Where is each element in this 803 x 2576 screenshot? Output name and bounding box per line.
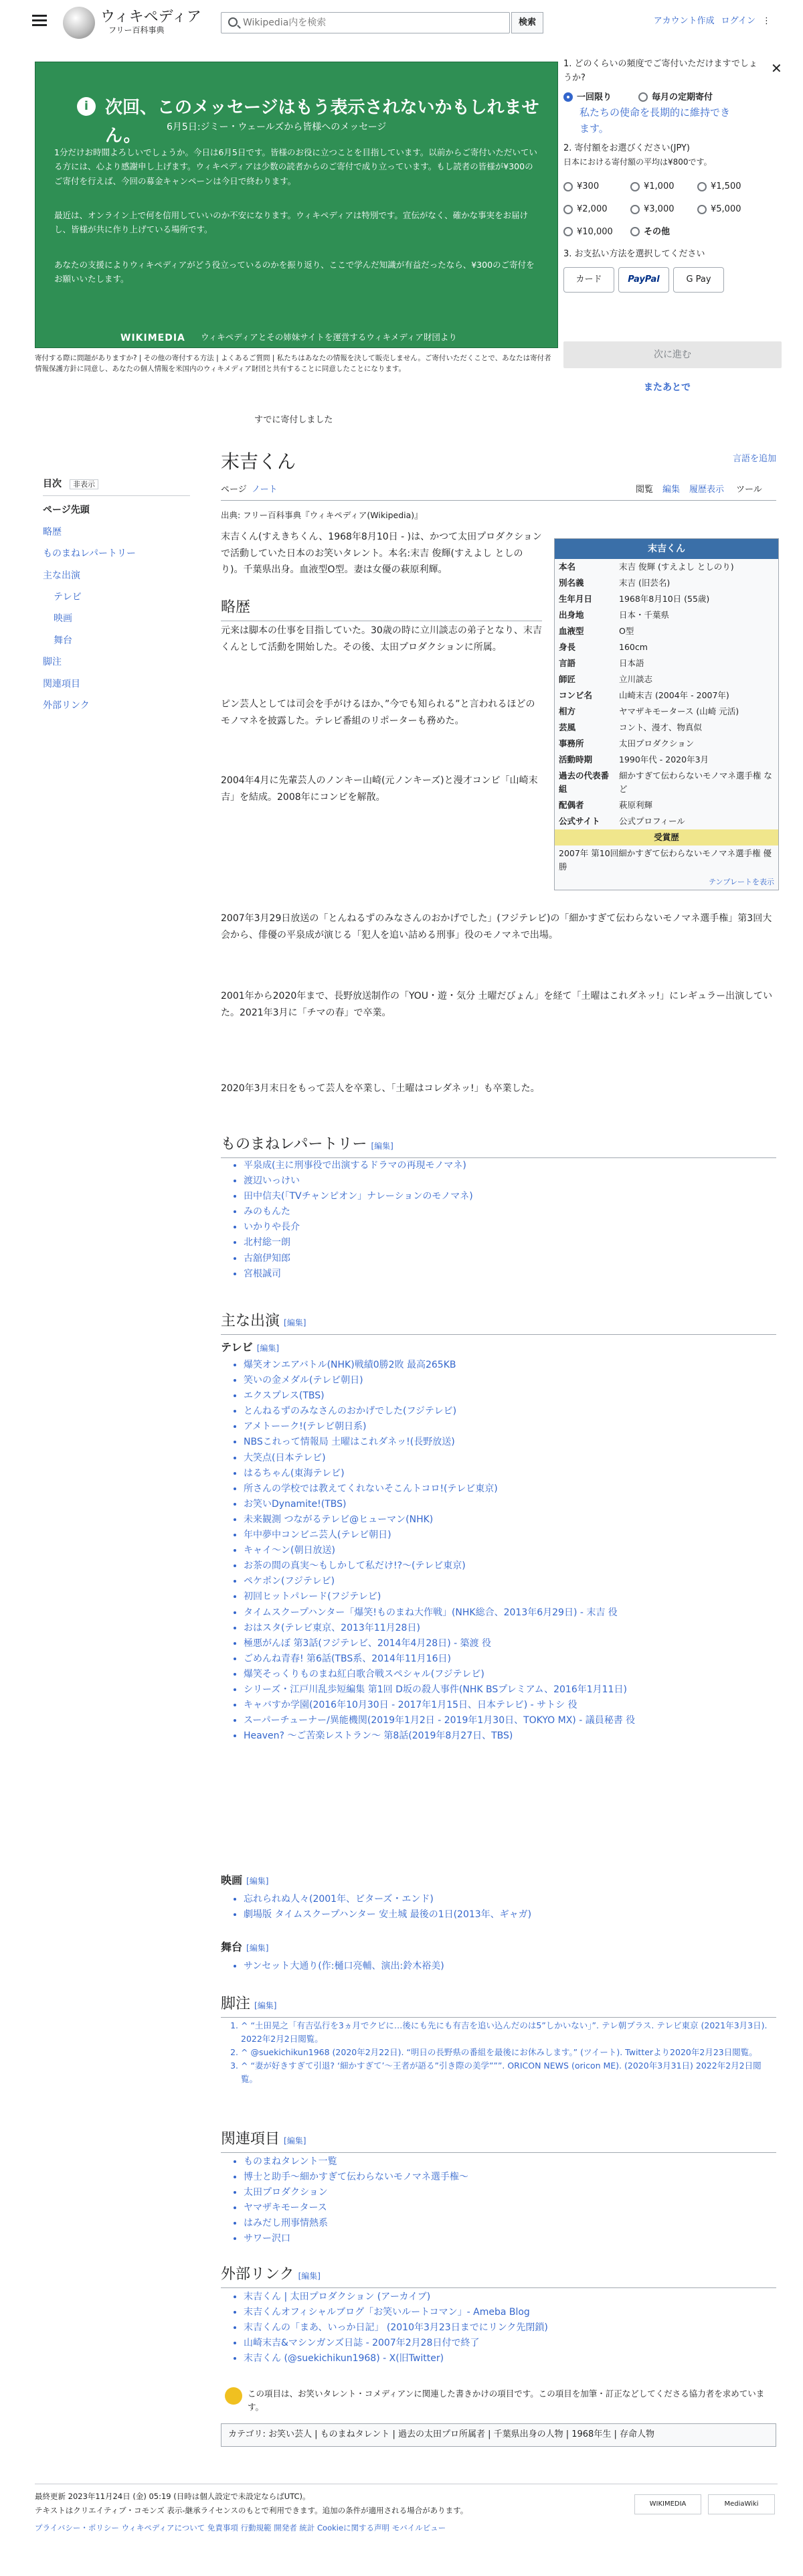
external-links-list	[228, 2289, 763, 2366]
infobox-label: 配偶者	[559, 800, 584, 811]
edit-link[interactable]: [編集]	[246, 1943, 269, 1953]
monthly-note: 私たちの使命を長期的に維持できます。	[579, 106, 731, 135]
infobox-row	[555, 655, 778, 671]
infobox-value: O型	[619, 626, 634, 637]
related-list	[228, 2154, 763, 2247]
info-icon: i	[77, 97, 96, 116]
list-item[interactable]: • 初回ヒットパレード(フジテレビ)	[244, 1589, 763, 1605]
amount-option[interactable]: ¥2,000	[563, 198, 630, 221]
list-item[interactable]: • ペケポン(フジテレビ)	[244, 1574, 763, 1589]
edit-link[interactable]: [編集]	[284, 2136, 306, 2146]
list-item[interactable]: • Heaven? 〜ご苦楽レストラン〜 第8話(2019年8月27日、TBS)	[244, 1728, 763, 1744]
infobox-value: 1968年8月10日 (55歳)	[619, 594, 710, 605]
infobox-label: 師匠	[559, 674, 576, 685]
infobox-value: 山崎末吉 (2004年 - 2007年)	[619, 690, 729, 701]
list-item[interactable]: • キャバすか学園(2016年10月30日 - 2017年1月15日、日本テレビ) - サトシ 役	[244, 1698, 763, 1713]
list-item[interactable]: • NBSこれって情報局 土曜はこれダネッ!(長野放送)	[244, 1435, 763, 1450]
section-heading: 外部リンク	[221, 2266, 294, 2283]
list-item[interactable]: • 古舘伊知郎	[244, 1251, 763, 1267]
infobox-title: 末吉くん	[555, 539, 778, 559]
infobox-label: 別名義	[559, 578, 584, 588]
list-item[interactable]: • みのもんた	[244, 1204, 763, 1220]
language-button[interactable]: 言語を追加	[732, 454, 776, 464]
toc-item[interactable]: 関連項目	[43, 678, 80, 690]
list-item[interactable]: • ヤマザキモータース	[244, 2200, 763, 2216]
banner-paragraph: 1分だけお時間よろしいでしょうか。今日は6月5日です。皆様のお役に立つことを目指しています。以前からご寄付いただいている方には、心より感謝申し上げます。ウィキペディアは少数の読者からのご寄付で成り立っています。もし読者の皆様が¥300のご寄付を行えば、今回の募金キャンペーンは今日で終わります。	[54, 147, 537, 186]
infobox-label: 相方	[559, 706, 576, 717]
search-button[interactable]: 検索	[511, 12, 543, 33]
list-item[interactable]: • はるちゃん(東海テレビ)	[244, 1466, 763, 1481]
search-box[interactable]	[221, 12, 510, 33]
tab-tools[interactable]: ツール	[736, 485, 762, 495]
bio-paragraph: 2007年3月29日放送の「とんねるずのみなさんのおかげでした」(フジテレビ)の「細かすぎて伝わらないモノマネ選手権」第3回大会から、俳優の平泉成が演じる「犯人を追い詰める刑事」役のモノマネで出場。	[221, 913, 772, 941]
infobox-label: 活動時期	[559, 754, 593, 765]
section-heading: 関連項目	[221, 2131, 280, 2148]
list-item[interactable]: • いかりや長介	[244, 1220, 763, 1235]
continue-button[interactable]: 次に進む	[563, 341, 782, 368]
list-item[interactable]: • 太田プロダクション	[244, 2185, 763, 2200]
infobox-value: 公式プロフィール	[619, 816, 685, 827]
amount-question: 2. 寄付額をお選びください(JPY)	[563, 143, 691, 154]
toc-item[interactable]: ものまねレパートリー	[43, 548, 137, 560]
infobox-row	[555, 797, 778, 813]
infobox-row	[555, 720, 778, 736]
tab-history[interactable]: 履歴表示	[689, 485, 725, 495]
stub-notice: この項目は、お笑いタレント・コメディアンに関連した書きかけの項目です。この項目を加筆・訂正などしてくださる協力者を求めています。	[221, 2387, 776, 2414]
subsection-heading: 映画	[221, 1874, 243, 1886]
edit-link[interactable]: [編集]	[371, 1141, 393, 1151]
infobox-row	[555, 575, 778, 591]
payment-question: 3. お支払い方法を選択してください	[563, 248, 705, 259]
list-item[interactable]: • エクスプレス(TBS)	[244, 1388, 763, 1404]
stub-icon	[225, 2387, 242, 2405]
search-input[interactable]	[243, 15, 444, 30]
amount-other[interactable]: その他	[630, 221, 717, 244]
header	[0, 0, 803, 46]
award-heading: 受賞歴	[555, 829, 778, 846]
infobox-value: コント、漫才、物真似	[619, 722, 702, 733]
list-item[interactable]: • 極悪がんぼ 第3話(フジテレビ、2014年4月28日) - 築渡 役	[244, 1636, 763, 1652]
tab-read[interactable]: 閲覧	[636, 485, 654, 495]
card-button[interactable]: カード	[563, 267, 614, 293]
bio-paragraph: 2004年4月に先輩芸人のノンキー山崎(元ノンキーズ)と漫才コンビ「山崎末吉」を結成。2008年にコンビを解散。	[221, 775, 538, 803]
list-item[interactable]: • お茶の間の真実〜もしかして私だけ!?〜(テレビ東京)	[244, 1558, 763, 1574]
section-heading: 略歴	[221, 599, 251, 616]
infobox-label: 芸風	[559, 722, 576, 733]
toc-hide-button[interactable]: 非表示	[70, 479, 98, 489]
edit-link[interactable]: [編集]	[254, 2001, 277, 2010]
source-note: 出典: フリー百科事典『ウィキペディア(Wikipedia)』	[221, 510, 423, 520]
list-item[interactable]: • 末吉くんの「まあ、いっか日記」 (2010年3月23日までにリンク先閉鎖)	[244, 2320, 763, 2336]
menu-icon[interactable]	[32, 15, 47, 27]
infobox-value: 160cm	[619, 642, 648, 653]
amount-option[interactable]: ¥1,000	[630, 175, 697, 198]
section-heading: 主な出演	[221, 1313, 280, 1330]
logo-title[interactable]: ウィキペディア	[100, 9, 201, 25]
license-text: テキストはクリエイティブ・コモンズ 表示-継承ライセンスのもとで利用できます。追加の条件が適用される場合があります。	[35, 2505, 468, 2515]
infobox-label: 生年月日	[559, 594, 593, 605]
list-item[interactable]: • 未来観測 つながるテレビ@ヒューマン(NHK)	[244, 1512, 763, 1528]
infobox-label: 出身地	[559, 610, 584, 621]
amount-option[interactable]: ¥300	[563, 175, 630, 198]
infobox-row	[555, 813, 778, 829]
close-icon[interactable]: ✕	[771, 60, 782, 76]
list-item[interactable]: 3. ^ “妻が好きすぎて引退? ‘細かすぎて’〜王者が語る”引き際の美学”””. ORICON NEWS (oricon ME). (2020年3月31日) 2022年2月2日閲覧。	[241, 2059, 770, 2086]
list-item[interactable]: • とんねるずのみなさんのおかげでした(フジテレビ)	[244, 1404, 763, 1419]
bio-paragraph: 元来は脚本の仕事を目指していた。30歳の時に立川談志の弟子となり、末吉くんとして活動を開始した。その後、太田プロダクションに所属。	[221, 625, 542, 653]
list-item[interactable]: • スーパーチューナー/異能機関(2019年1月2日 - 2019年1月30日、TOKYO MX) - 議員秘書 役	[244, 1713, 763, 1728]
references-list	[241, 2019, 770, 2086]
infobox-value: 細かすぎて伝わらないモノマネ選手権 など	[619, 771, 772, 795]
list-item[interactable]: 1. ^ “土田晃之「有吉弘行を3ヵ月でクビに…後にも先にも有吉を追い込んだのは5”しかいない」”. テレ朝プラス. テレビ東京 (2021年3月3日). 2022年2月2日閲覧。	[241, 2019, 770, 2046]
monthly-radio[interactable]: 毎月の定期寄付	[638, 92, 713, 102]
toc-item[interactable]: 映画	[54, 613, 72, 625]
stage-list	[228, 1959, 763, 1974]
movie-list	[228, 1892, 763, 1923]
subsection-heading: テレビ	[221, 1341, 253, 1354]
page-tabs	[221, 481, 776, 501]
logo-subtitle: フリー百科事典	[108, 25, 165, 35]
infobox-row	[555, 736, 778, 752]
award-row: 2007年 第10回細かすぎて伝わらないモノマネ選手権 優勝	[559, 848, 772, 872]
frequency-question: 1. どのくらいの頻度でご寄付いただけますでしょうか?	[563, 59, 757, 83]
bio-paragraph: 2020年3月末日をもって芸人を卒業し、「土曜はコレダネッ!」も卒業した。	[221, 1083, 540, 1094]
list-item[interactable]: • 大笑点(日本テレビ)	[244, 1451, 763, 1466]
list-item[interactable]: • 末吉くん (@suekichikun1968) - X(旧Twitter)	[244, 2351, 763, 2366]
banner-footer-text: ウィキペディアとその姉妹サイトを運営するウィキメディア財団より	[201, 332, 457, 342]
login-link[interactable]: ログイン	[721, 16, 755, 26]
edit-link[interactable]: [編集]	[284, 1318, 306, 1327]
toc-item[interactable]: 外部リンク	[43, 700, 90, 711]
infobox-label: 事務所	[559, 738, 584, 749]
toc-item[interactable]: ページ先頭	[43, 505, 90, 516]
more-icon[interactable]: ⋮	[762, 16, 771, 26]
list-item[interactable]: • 年中夢中コンビニ芸人(テレビ朝日)	[244, 1528, 763, 1543]
list-item[interactable]: • 劇場版 タイムスクープハンター 安土城 最後の1日(2013年、ギャガ)	[244, 1907, 763, 1923]
tab-page[interactable]: ページ	[221, 485, 247, 495]
amount-option[interactable]: ¥3,000	[630, 198, 697, 221]
bio-paragraph: ピン芸人としては司会を手がけるほか、”今でも知られる”と言われるほどのモノマネを披露した。テレビ番組のリポーターも務めた。	[221, 699, 535, 726]
list-item[interactable]: • キャイ〜ン(朝日放送)	[244, 1543, 763, 1558]
categories-box: カテゴリ: お笑い芸人 | ものまねタレント | 過去の太田プロ所属者 | 千葉県出身の人物 | 1968年生 | 存命人物	[221, 2423, 776, 2447]
infobox-label: コンビ名	[559, 690, 593, 701]
infobox-row	[555, 623, 778, 639]
list-item[interactable]: • シリーズ・江戸川乱歩短編集 第1回 D坂の殺人事件(NHK BSプレミアム、2016年1月11日)	[244, 1682, 763, 1698]
create-account-link[interactable]: アカウント作成	[653, 16, 715, 26]
lead-paragraph: 末吉くん(すえきちくん、1968年8月10日 - )は、かつて太田プロダクションで活動していた日本のお笑いタレント。本名:末吉 俊輝(すえよし としのり)。千葉県出身。血液型O型。妻は女優の萩原利輝。	[221, 532, 542, 575]
list-item[interactable]: • アメトーーク!(テレビ朝日系)	[244, 1419, 763, 1435]
toc-item[interactable]: 舞台	[54, 635, 72, 646]
infobox-row	[555, 591, 778, 607]
donation-banner	[35, 62, 558, 348]
list-item[interactable]: • 平泉成(主に刑事役で出演するドラマの再現モノマネ)	[244, 1158, 763, 1174]
toc-item[interactable]: 略歴	[43, 526, 62, 538]
page-title: 末吉くん	[221, 451, 296, 473]
repertoire-list	[228, 1158, 763, 1282]
tab-talk[interactable]: ノート	[252, 485, 278, 495]
infobox-label: 本名	[559, 562, 576, 572]
infobox-value: 末吉 (旧芸名)	[619, 578, 671, 588]
infobox-label: 身長	[559, 642, 576, 653]
edit-link[interactable]: [編集]	[298, 2271, 321, 2281]
bio-paragraph: 2001年から2020年まで、長野放送制作の「YOU・遊・気分 土曜だびょん」を経て「土曜はこれダネッ!」にレギュラー出演していた。2021年3月に「チマの春」で卒業。	[221, 991, 773, 1018]
list-item[interactable]: • 爆笑オンエアバトル(NHK)戦績0勝2敗 最高265KB	[244, 1358, 763, 1373]
infobox-label: 言語	[559, 658, 576, 669]
amount-option[interactable]: ¥10,000	[563, 221, 630, 244]
infobox-value: 1990年代 - 2020年3月	[619, 754, 709, 765]
list-item[interactable]: • サンセット大通り(作:樋口亮輔、演出:鈴木裕美)	[244, 1959, 763, 1974]
template-link[interactable]: テンプレートを表示	[708, 878, 774, 887]
banner-paragraph: 最近は、オンライン上で何を信用していいのか不安になります。ウィキペディアは特別です。宣伝がなく、確かな事実をお届けし、皆様が共に作り上げている場所です。	[54, 210, 529, 235]
list-item[interactable]: 2. ^ @suekichikun1968 (2020年2月22日). “明日の長野県の番組を最後にお休みします。” (ツイート). Twitterより2020年2月23日閲覧。	[241, 2046, 770, 2059]
list-item[interactable]: • 忘れられぬ人々(2001年、ビターズ・エンド)	[244, 1892, 763, 1907]
infobox-value: 萩原利輝	[619, 800, 653, 811]
wikipedia-globe-icon[interactable]	[63, 7, 95, 39]
amount-note: 日本における寄付額の平均は¥800です。	[563, 157, 712, 167]
wikimedia-footer-logo[interactable]: WIKIMEDIA	[634, 2494, 701, 2514]
infobox-value: 太田プロダクション	[619, 738, 695, 749]
user-links	[647, 15, 771, 29]
infobox-label: 過去の代表番組	[559, 771, 610, 795]
section-heading: 脚注	[221, 1996, 251, 2012]
infobox-row	[555, 704, 778, 720]
infobox-row	[555, 752, 778, 768]
maybe-later-link[interactable]: またあとで	[644, 382, 691, 393]
amount-option[interactable]: ¥1,500	[697, 175, 764, 198]
search-icon	[228, 17, 238, 27]
amount-options	[563, 175, 784, 243]
section-heading: ものまねレパートリー	[221, 1136, 367, 1153]
mediawiki-footer-logo[interactable]: MediaWiki	[708, 2494, 775, 2514]
gpay-button[interactable]: G Pay	[673, 267, 724, 293]
infobox-value: 末吉 俊輝 (すえよし としのり)	[619, 562, 734, 572]
edit-link[interactable]: [編集]	[256, 1344, 280, 1353]
infobox-row	[555, 639, 778, 655]
article	[221, 447, 776, 495]
toc-label: 目次	[43, 479, 62, 489]
list-item[interactable]: • タイムスクープハンター「爆笑!ものまね大作戦」(NHK総合、2013年6月29日) - 末吉 役	[244, 1605, 763, 1621]
infobox-label: 公式サイト	[559, 816, 600, 827]
toc-item[interactable]: 脚注	[43, 657, 62, 668]
paypal-button[interactable]: PayPal	[618, 267, 669, 293]
infobox-value: 立川談志	[619, 674, 653, 685]
list-item[interactable]: • ごめんね青春! 第6話(TBS系、2014年11月16日)	[244, 1652, 763, 1667]
list-item[interactable]: • 爆笑そっくりものまね紅白歌合戦スペシャル(フジテレビ)	[244, 1667, 763, 1682]
infobox-row	[555, 559, 778, 575]
infobox-value: 日本語	[619, 658, 644, 669]
banner-fine-print: 寄付する際に問題がありますか? | その他の寄付する方法 | よくあるご質問 | 私たちはあなたの情報を決して販売しません。ご寄付いただくことで、あなたは寄付者情報保護方針に同意し、あなたの個人情報を米国内のウィキメディア財団と共有することに同意したことになります。	[35, 354, 551, 373]
edit-link[interactable]: [編集]	[246, 1876, 269, 1886]
tab-edit[interactable]: 編集	[662, 485, 681, 495]
wikimedia-logo: WIKIMEDIA	[120, 333, 185, 343]
infobox-label: 血液型	[559, 626, 584, 637]
infobox-row	[555, 768, 778, 797]
list-item[interactable]: • 末吉くん | 太田プロダクション (アーカイブ)	[244, 2289, 763, 2305]
infobox	[554, 538, 779, 890]
banner-subtitle: 6月5日:ジミー・ウェールズから皆様へのメッセージ	[167, 122, 387, 133]
list-item[interactable]: • おはスタ(テレビ東京、2013年11月28日)	[244, 1621, 763, 1636]
list-item[interactable]: • 山崎末吉&マシンガンズ日誌 - 2007年2月28日付で終了	[244, 2336, 763, 2351]
list-item[interactable]: • 博士と助手〜細かすぎて伝わらないモノマネ選手権〜	[244, 2170, 763, 2185]
infobox-value: ヤマザキモータース (山崎 元活)	[619, 706, 739, 717]
infobox-value: 日本・千葉県	[619, 610, 670, 621]
last-modified: 最終更新 2023年11月24日 (金) 05:19 (日時は個人設定で未設定ならばUTC)。	[35, 2492, 310, 2501]
toc-sidebar	[43, 477, 190, 720]
banner-title: 次回、このメッセージはもう表示されないかもしれません。	[105, 98, 539, 146]
infobox-row	[555, 607, 778, 623]
subsection-heading: 舞台	[221, 1941, 243, 1953]
tv-list	[228, 1358, 763, 1744]
toc-item[interactable]: テレビ	[54, 591, 82, 602]
infobox-row	[555, 671, 778, 688]
amount-option[interactable]: ¥5,000	[697, 198, 764, 221]
list-item[interactable]: • お笑いDynamite!(TBS)	[244, 1497, 763, 1512]
list-item[interactable]: • サワー沢口	[244, 2231, 763, 2247]
list-item[interactable]: • はみだし刑事情熱系	[244, 2216, 763, 2231]
list-item[interactable]: • 宮根誠司	[244, 1267, 763, 1282]
infobox-row	[555, 688, 778, 704]
banner-paragraph: あなたの支援によりウィキペディアがどう役立っているのかを振り返り、ここで学んだ知識が有益だったなら、¥300のご寄付をお願いいたします。	[54, 260, 535, 285]
list-item[interactable]: • 末吉くんオフィシャルブログ「お笑いルートコマン」- Ameba Blog	[244, 2305, 763, 2320]
list-item[interactable]: • 北村総一朗	[244, 1235, 763, 1251]
toc-item[interactable]: 主な出演	[43, 570, 80, 581]
list-item[interactable]: • 田中信夫(「TVチャンピオン」ナレーションのモノマネ)	[244, 1189, 763, 1204]
already-donated-link[interactable]: すでに寄付しました	[254, 415, 333, 425]
list-item[interactable]: • 所さんの学校では教えてくれないそこんトコロ!(テレビ東京)	[244, 1481, 763, 1497]
list-item[interactable]: • 渡辺いっけい	[244, 1174, 763, 1189]
footer-links[interactable]: プライバシー・ポリシー ウィキペディアについて 免責事項 行動規範 開発者 統計 Cookieに関する声明 モバイルビュー	[35, 2523, 446, 2533]
once-radio[interactable]: 一回限り	[563, 92, 612, 102]
list-item[interactable]: • 笑いの金メダル(テレビ朝日)	[244, 1373, 763, 1388]
list-item[interactable]: • ものまねタレント一覧	[244, 2154, 763, 2170]
